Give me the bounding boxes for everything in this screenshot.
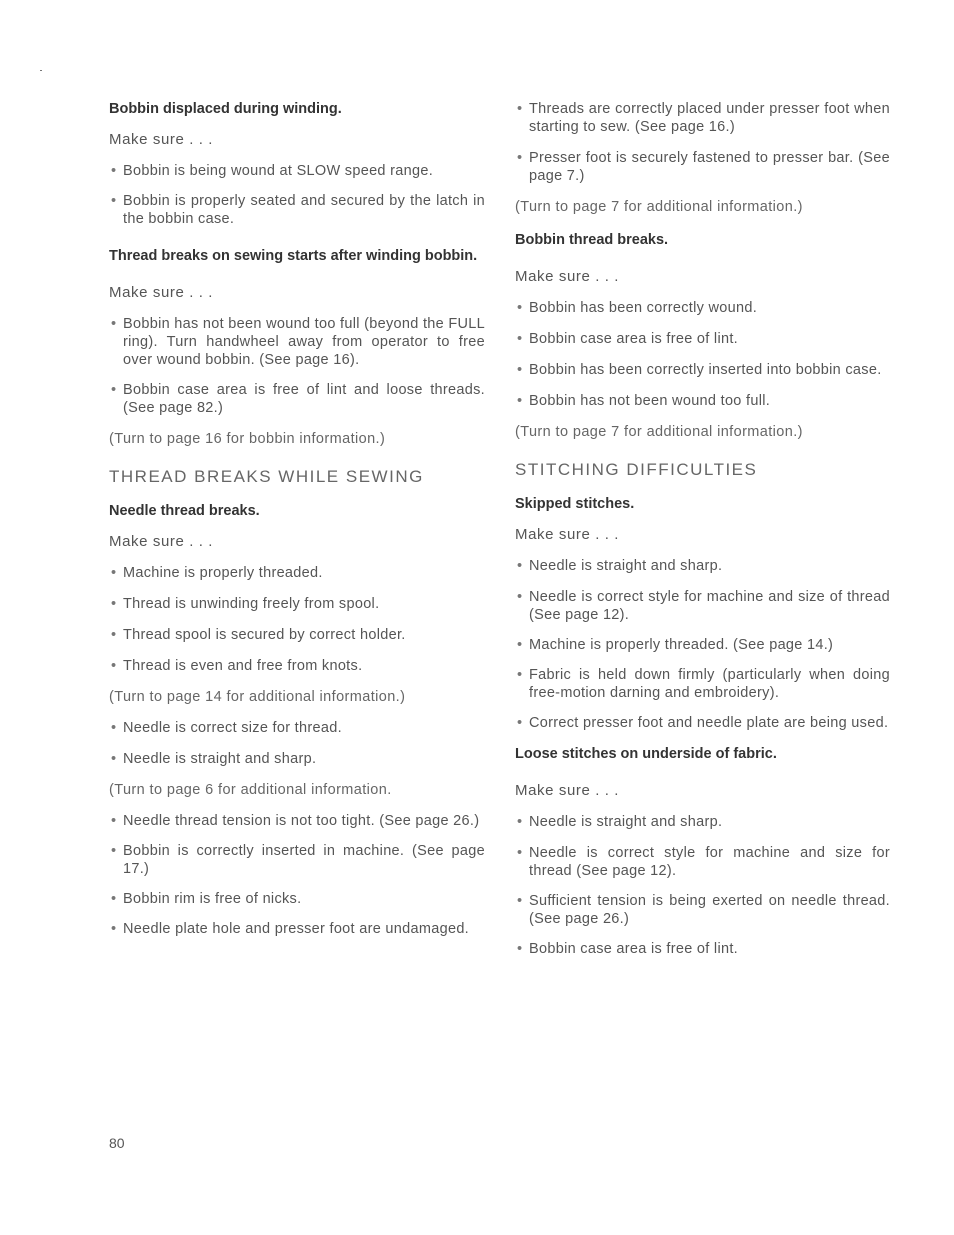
left-column [109,100,485,938]
list-item: • Bobbin case area is free of lint. [515,940,890,958]
note-page-7: (Turn to page 7 for additional information.) [515,199,803,215]
make-sure-text: Make sure . . . [109,533,214,550]
make-sure-text: Make sure . . . [515,268,620,285]
section-title-thread-breaks: THREAD BREAKS WHILE SEWING [109,467,424,486]
bobbin-thread-list [515,299,890,410]
list-item: • Needle is correct style for machine and size of thread (See page 12). [515,588,890,624]
loose-stitches-list [515,813,890,958]
list-item: • Needle is straight and sharp. [515,813,890,831]
list-item: • Thread is even and free from knots. [109,657,485,675]
needle-thread-list-d [515,100,890,185]
scan-speck [40,70,42,71]
make-sure-text: Make sure . . . [109,284,214,301]
note-page-7: (Turn to page 7 for additional information.) [515,424,803,440]
note-page-14: (Turn to page 14 for additional information.) [109,689,406,705]
list-item: • Bobbin has been correctly inserted into bobbin case. [515,361,890,379]
list-item: • Machine is properly threaded. (See page 14.) [515,636,890,654]
list-item: • Bobbin has not been wound too full (beyond the FULL ring). Turn handwheel away from operator to free over wound bobbin. (See page 16). [109,315,485,369]
note-page-6: (Turn to page 6 for additional information. [109,782,392,798]
list-item: • Bobbin case area is free of lint. [515,330,890,348]
make-sure-text: Make sure . . . [515,782,620,799]
list-item: • Needle is correct style for machine and size for thread (See page 12). [515,844,890,880]
list-item: • Bobbin has not been wound too full. [515,392,890,410]
thread-breaks-winding-list [109,315,485,417]
list-item: • Bobbin has been correctly wound. [515,299,890,317]
heading-bobbin-thread-breaks: Bobbin thread breaks. [515,232,669,248]
list-item: • Fabric is held down firmly (particularly when doing free-motion darning and embroidery). [515,666,890,702]
list-item: • Bobbin case area is free of lint and loose threads. (See page 82.) [109,381,485,417]
list-item: • Presser foot is securely fastened to presser bar. (See page 7.) [515,149,890,185]
bobbin-displaced-list [109,162,485,228]
heading-needle-thread-breaks: Needle thread breaks. [109,503,260,519]
heading-bobbin-displaced: Bobbin displaced during winding. [109,101,342,117]
needle-thread-list-a [109,564,485,675]
list-item: • Needle is straight and sharp. [109,750,485,768]
list-item: • Bobbin is properly seated and secured by the latch in the bobbin case. [109,192,485,228]
needle-thread-list-c [109,812,485,938]
list-item: • Bobbin rim is free of nicks. [109,890,485,908]
list-item: • Bobbin is correctly inserted in machine. (See page 17.) [109,842,485,878]
list-item: • Thread is unwinding freely from spool. [109,595,485,613]
list-item: • Needle is straight and sharp. [515,557,890,575]
list-item: • Thread spool is secured by correct holder. [109,626,485,644]
list-item: • Needle thread tension is not too tight. (See page 26.) [109,812,485,830]
list-item: • Sufficient tension is being exerted on needle thread. (See page 26.) [515,892,890,928]
skipped-stitches-list [515,557,890,732]
list-item: • Needle plate hole and presser foot are undamaged. [109,920,485,938]
list-item: • Needle is correct size for thread. [109,719,485,737]
list-item: • Threads are correctly placed under presser foot when starting to sew. (See page 16.) [515,100,890,136]
section-title-stitching: STITCHING DIFFICULTIES [515,460,758,479]
list-item: • Bobbin is being wound at SLOW speed range. [109,162,485,180]
right-column [515,100,890,958]
list-item: • Machine is properly threaded. [109,564,485,582]
note-bobbin-info: (Turn to page 16 for bobbin information.) [109,431,386,447]
page-number: 80 [109,1135,125,1151]
heading-thread-breaks-winding: Thread breaks on sewing starts after winding bobbin. [109,248,478,264]
make-sure-text: Make sure . . . [515,526,620,543]
needle-thread-list-b [109,719,485,768]
make-sure-text: Make sure . . . [109,131,214,148]
heading-skipped-stitches: Skipped stitches. [515,496,635,512]
list-item: • Correct presser foot and needle plate are being used. [515,714,890,732]
heading-loose-stitches: Loose stitches on underside of fabric. [515,746,777,762]
